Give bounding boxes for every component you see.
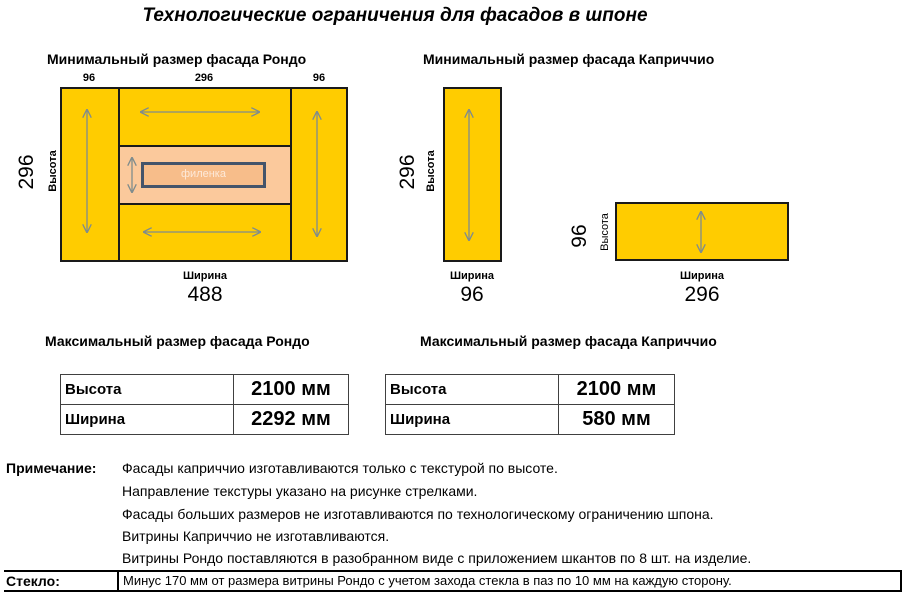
rondo-bottom-rail: [118, 203, 292, 262]
capriccio-max-table: [385, 374, 675, 435]
rondo-dim-left-stile: 96: [82, 72, 96, 84]
note-line: Витрины Рондо поставляются в разобранном виде с приложением шкантов по 8 шт. на изделие.: [122, 550, 752, 566]
note-line: Направление текстуры указано на рисунке стрелками.: [122, 483, 478, 499]
page-title: Технологические ограничения для фасадов в шпоне: [142, 5, 648, 26]
table-row: [386, 375, 675, 405]
capriccio-max-width-key: Ширина: [386, 405, 559, 435]
rondo-max-width-key: Ширина: [61, 405, 234, 435]
capriccio-horizontal-height-label: Высота: [599, 213, 611, 251]
capriccio-max-height-value: 2100 мм: [559, 375, 675, 405]
capriccio-horizontal-width-value: 296: [684, 283, 720, 306]
capriccio-max-heading: Максимальный размер фасада Каприччио: [420, 333, 717, 349]
capriccio-vertical-height-value: 296: [396, 154, 419, 190]
note-line: Фасады больших размеров не изготавливаются по технологическому ограничению шпона.: [122, 506, 714, 522]
rondo-max-width-value: 2292 мм: [234, 405, 349, 435]
rondo-right-stile: [290, 87, 348, 262]
rondo-dim-right-stile: 96: [312, 72, 326, 84]
rondo-width-label: Ширина: [182, 270, 228, 282]
rondo-height-value: 296: [15, 154, 38, 190]
capriccio-vertical-width-value: 96: [460, 283, 484, 306]
rondo-max-heading: Максимальный размер фасада Рондо: [45, 333, 310, 349]
rondo-min-heading: Минимальный размер фасада Рондо: [47, 51, 307, 67]
glass-row: [4, 570, 902, 592]
rondo-top-rail: [118, 87, 292, 147]
table-row: [61, 375, 349, 405]
rondo-width-value: 488: [187, 283, 223, 306]
capriccio-vertical-width-label: Ширина: [449, 270, 495, 282]
note-line: Витрины Каприччио не изготавливаются.: [122, 528, 390, 544]
table-row: [61, 405, 349, 435]
rondo-panel-filenka: филенка: [141, 162, 266, 188]
rondo-max-height-key: Высота: [61, 375, 234, 405]
rondo-left-stile: [60, 87, 120, 262]
capriccio-vertical-height-label: Высота: [425, 150, 437, 192]
rondo-max-table: [60, 374, 349, 435]
capriccio-vertical-figure: [443, 87, 502, 262]
capriccio-horizontal-width-label: Ширина: [679, 270, 725, 282]
capriccio-max-height-key: Высота: [386, 375, 559, 405]
glass-label: Стекло:: [6, 573, 60, 589]
notes-label: Примечание:: [6, 460, 97, 476]
table-row: [386, 405, 675, 435]
capriccio-horizontal-figure: [615, 202, 789, 261]
capriccio-max-width-value: 580 мм: [559, 405, 675, 435]
capriccio-min-heading: Минимальный размер фасада Каприччио: [423, 51, 715, 67]
rondo-dim-center: 296: [194, 72, 214, 84]
rondo-max-height-value: 2100 мм: [234, 375, 349, 405]
capriccio-horizontal-height-value: 96: [568, 224, 591, 248]
note-line: Фасады каприччио изготавливаются только с текстурой по высоте.: [122, 460, 558, 476]
rondo-height-label: Высота: [47, 150, 59, 192]
glass-text: Минус 170 мм от размера витрины Рондо с учетом захода стекла в паз по 10 мм на каждую сторону.: [117, 570, 902, 592]
